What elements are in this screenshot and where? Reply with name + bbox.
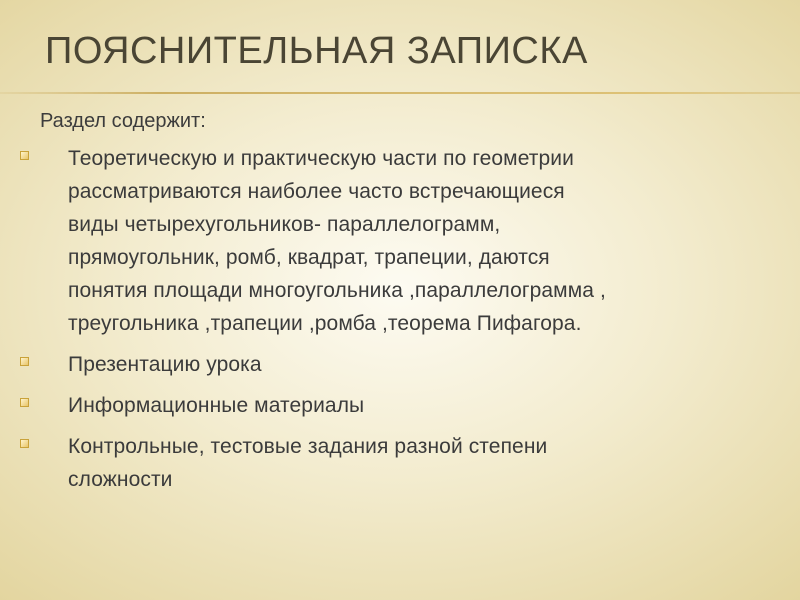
bullet-line: виды четырехугольников- параллелограмм, xyxy=(68,213,501,236)
bullet-line: Информационные материалы xyxy=(68,394,365,417)
bullet-line: прямоугольник, ромб, квадрат, трапеции, даются xyxy=(68,246,550,269)
bullet-text xyxy=(68,348,740,381)
bullet-item-theory xyxy=(20,142,740,340)
square-bullet-icon xyxy=(20,398,29,407)
bullet-line: треугольника ,трапеции ,ромба ,теорема Пифагора. xyxy=(68,312,582,335)
bullet-list xyxy=(20,142,740,504)
bullet-text xyxy=(68,142,740,340)
bullet-text xyxy=(68,430,740,496)
bullet-line: Презентацию урока xyxy=(68,353,262,376)
square-bullet-icon xyxy=(20,439,29,448)
bullet-item-presentation xyxy=(20,348,740,381)
bullet-line: Контрольные, тестовые задания разной степени xyxy=(68,435,548,458)
bullet-line: рассматриваются наиболее часто встречающиеся xyxy=(68,180,565,203)
bullet-line: Теоретическую и практическую части по геометрии xyxy=(68,147,574,170)
bullet-line: понятия площади многоугольника ,параллелограмма , xyxy=(68,279,606,302)
slide-title: ПОЯСНИТЕЛЬНАЯ ЗАПИСКА xyxy=(45,30,588,72)
square-bullet-icon xyxy=(20,357,29,366)
bullet-item-tests xyxy=(20,430,740,496)
bullet-line: сложности xyxy=(68,468,173,491)
bullet-item-materials xyxy=(20,389,740,422)
intro-text: Раздел содержит: xyxy=(40,110,206,132)
title-divider xyxy=(0,92,800,94)
bullet-text xyxy=(68,389,740,422)
square-bullet-icon xyxy=(20,151,29,160)
